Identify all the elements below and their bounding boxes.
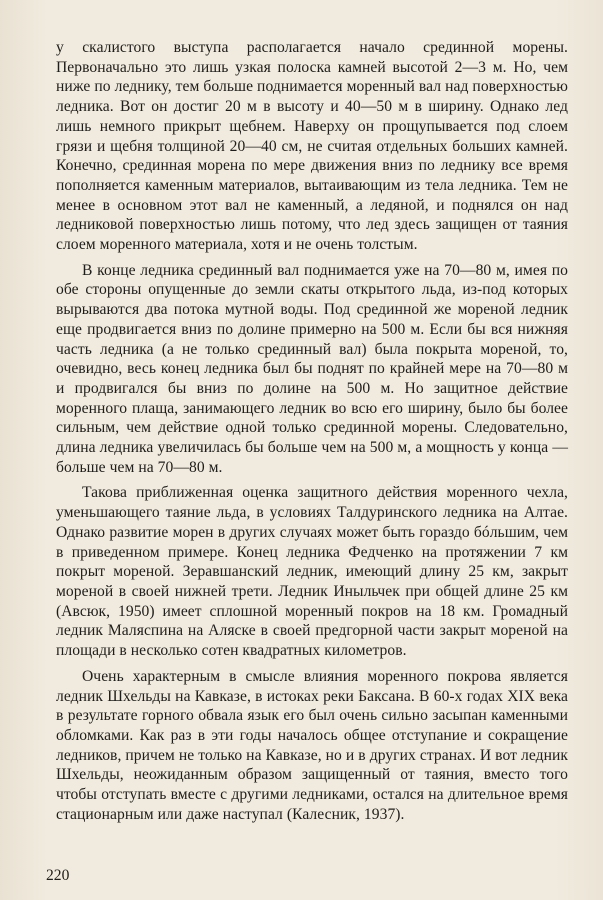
paragraph-4: Очень характерным в смысле влияния моренного покрова является ледник Шхельды на Кавказе, в истоках реки Баксана. В 60-х годах XIX века в результате горного обвала язык его был очень сильно засыпан каменными обломками. Как раз в эти годы началось общее отступание и сокращение ледников, причем не только на Кавказе, но и в других странах. И вот ледник Шхельды, неожиданным образом защищенный от таяния, вместо того чтобы отступать вместе с другими ледниками, остался на длительное время стационарным или даже наступал (Калесник, 1937). (56, 667, 568, 823)
paragraph-1: у скалистого выступа располагается начало срединной морены. Первоначально это лишь узкая полоска камней высотой 2—3 м. Но, чем ниже по леднику, тем больше поднимается моренный вал над поверхностью ледника. Вот он достиг 20 м в высоту и 40—50 м в ширину. Однако лед лишь немного прикрыт щебнем. Наверху он прощупывается под слоем грязи и щебня толщиной 20—40 см, не считая отдельных больших камней. Конечно, срединная морена по мере движения вниз по леднику все время пополняется каменным материалов, вытаивающим из тела ледника. Тем не менее в основном этот вал не каменный, а ледяной, и поднялся он над ледниковой поверхностью лишь потому, что лед здесь защищен от таяния слоем моренного материала, хотя и не очень толстым. (56, 39, 568, 254)
page-number: 220 (46, 867, 70, 884)
body-text (56, 38, 568, 824)
paragraph-3: Такова приближенная оценка защитного действия моренного чехла, уменьшающего таяние льда, в условиях Талдуринского ледника на Алтае. Однако развитие морен в других случаях может быть гораздо бóльшим, чем в приведенном примере. Конец ледника Федченко на протяжении 7 км покрыт мореной. Зеравшанский ледник, имеющий длину 25 км, закрыт мореной в своей нижней трети. Ледник Иныльчек при общей длине 25 км (Авсюк, 1950) имеет сплошной моренный покров на 18 км. Громадный ледник Маляспина на Аляске в своей предгорной части закрыт мореной на площади в несколько сотен квадратных километров. (56, 484, 568, 660)
paragraph-2: В конце ледника срединный вал поднимается уже на 70—80 м, имея по обе стороны опущенные до земли скаты открытого льда, из-под которых вырываются два потока мутной воды. Под срединной же мореной ледник еще продвигается вниз по долине примерно на 500 м. Если бы вся нижняя часть ледника (а не только срединный вал) была покрыта мореной, то, очевидно, весь конец ледника был бы поднят по крайней мере на 70—80 м и продвигался бы вниз по долине на 500 м. Но защитное действие моренного плаща, занимающего ледник во всю его ширину, было бы более сильным, чем действие одной только срединной морены. Следовательно, длина ледника увеличилась бы больше чем на 500 м, а мощность у конца — больше чем на 70—80 м. (56, 261, 568, 476)
